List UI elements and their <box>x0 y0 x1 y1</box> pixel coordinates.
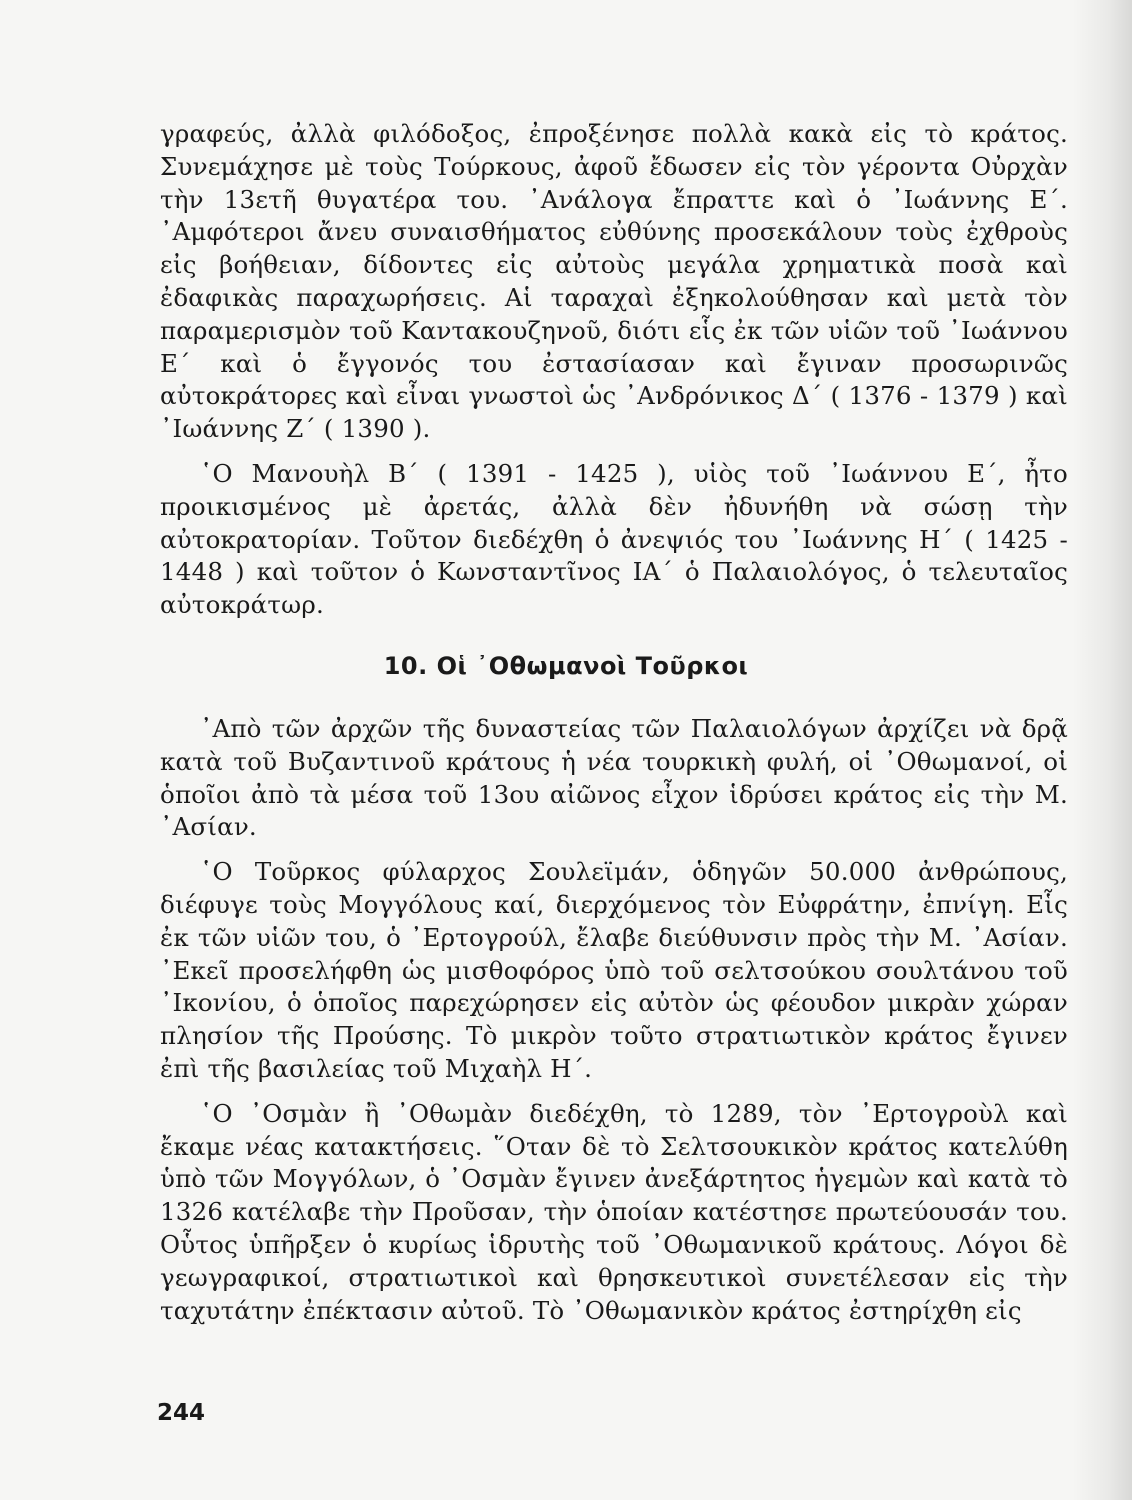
section-heading: 10. Οἱ ᾿Οθωμανοὶ Τοῦρκοι <box>383 652 749 680</box>
text-block-bottom <box>160 713 1068 1327</box>
page-edge-shadow <box>1072 0 1132 1500</box>
paragraph-ottomans-intro: ᾿Απὸ τῶν ἀρχῶν τῆς δυναστείας τῶν Παλαιολόγων ἀρχίζει νὰ δρᾷ κατὰ τοῦ Βυζαντινοῦ κράτους ἡ νέα τουρκικὴ φυλή, οἱ ᾿Οθωμανοί, οἱ ὁποῖοι ἀπὸ τὰ μέσα τοῦ 13ου αἰῶνος εἶχον ἱδρύσει κράτος εἰς τὴν Μ. ᾿Ασίαν. <box>160 714 1068 842</box>
paragraph-manuel: ῾Ο Μανουὴλ Β΄ ( 1391 - 1425 ), υἱὸς τοῦ ᾿Ιωάννου Ε΄, ἦτο προικισμένος μὲ ἀρετάς, ἀλλὰ δὲν ἠδυνήθη νὰ σώσῃ τὴν αὐτοκρατορίαν. Τοῦτον διεδέχθη ὁ ἀνεψιός του ᾿Ιωάννης Η΄ ( 1425 - 1448 ) καὶ τοῦτον ὁ Κωνσταντῖνος ΙΑ΄ ὁ Παλαιολόγος, ὁ τελευταῖος αὐτοκράτωρ. <box>160 458 1068 620</box>
paragraph-osman: ῾Ο ᾿Οσμὰν ἢ ᾿Οθωμὰν διεδέχθη, τὸ 1289, τὸν ᾿Ερτογροὺλ καὶ ἔκαμε νέας κατακτήσεις. ῞Οταν δὲ τὸ Σελτσουκικὸν κράτος κατελύθη ὑπὸ τῶν Μογγόλων, ὁ ᾿Οσμὰν ἔγινεν ἀνεξάρτητος ἡγεμὼν καὶ κατὰ τὸ 1326 κατέλαβε τὴν Προῦσαν, τὴν ὁποίαν κατέστησε πρωτεύουσάν του. Οὗτος ὑπῆρξεν ὁ κυρίως ἱδρυτὴς τοῦ ᾿Οθωμανικοῦ κράτους. Λόγοι δὲ γεωγραφικοί, στρατιωτικοὶ καὶ θρησκευτικοὶ συνετέλεσαν εἰς τὴν ταχυτάτην ἐπέκτασιν αὐτοῦ. Τὸ ᾿Οθωμανικὸν κράτος ἐστηρίχθη εἰς <box>160 1098 1068 1325</box>
paragraph-suleiman: ῾Ο Τοῦρκος φύλαρχος Σουλεϊμάν, ὁδηγῶν 50.000 ἀνθρώπους, διέφυγε τοὺς Μογγόλους καί, διερχόμενος τὸν Εὐφράτην, ἐπνίγη. Εἷς ἐκ τῶν υἱῶν του, ὁ ᾿Ερτογρούλ, ἔλαβε διεύθυνσιν πρὸς τὴν Μ. ᾿Ασίαν. ᾿Εκεῖ προσελήφθη ὡς μισθοφόρος ὑπὸ τοῦ σελτσούκου σουλτάνου τοῦ ᾿Ικονίου, ὁ ὁποῖος παρεχώρησεν εἰς αὐτὸν ὡς φέουδον μικρὰν χώραν πλησίον τῆς Προύσης. Τὸ μικρὸν τοῦτο στρατιωτικὸν κράτος ἔγινεν ἐπὶ τῆς βασιλείας τοῦ Μιχαὴλ Η΄. <box>160 857 1068 1083</box>
text-block-top <box>160 118 1068 622</box>
paragraph-continuation: γραφεύς, ἀλλὰ φιλόδοξος, ἐπροξένησε πολλὰ κακὰ εἰς τὸ κράτος. Συνεμάχησε μὲ τοὺς Τούρκους, ἀφοῦ ἔδωσεν εἰς τὸν γέροντα Οὐρχὰν τὴν 13ετῆ θυγατέρα του. ᾿Ανάλογα ἔπραττε καὶ ὁ ᾿Ιωάννης Ε΄. ᾿Αμφότεροι ἄνευ συναισθήματος εὐθύνης προσεκάλουν τοὺς ἐχθροὺς εἰς βοήθειαν, δίδοντες εἰς αὐτοὺς μεγάλα χρηματικὰ ποσὰ καὶ ἐδαφικὰς παραχωρήσεις. Αἱ ταραχαὶ ἐξηκολούθησαν καὶ μετὰ τὸν παραμερισμὸν τοῦ Καντακουζηνοῦ, διότι εἷς ἐκ τῶν υἱῶν τοῦ ᾿Ιωάννου Ε΄ καὶ ὁ ἔγγονός του ἐστασίασαν καὶ ἔγιναν προσωρινῶς αὐτοκράτορες καὶ εἶναι γνωστοὶ ὡς ᾿Ανδρόνικος Δ΄ ( 1376 - 1379 ) καὶ ᾿Ιωάννης Ζ΄ ( 1390 ). <box>160 119 1068 444</box>
page-number: 244 <box>157 1400 206 1426</box>
